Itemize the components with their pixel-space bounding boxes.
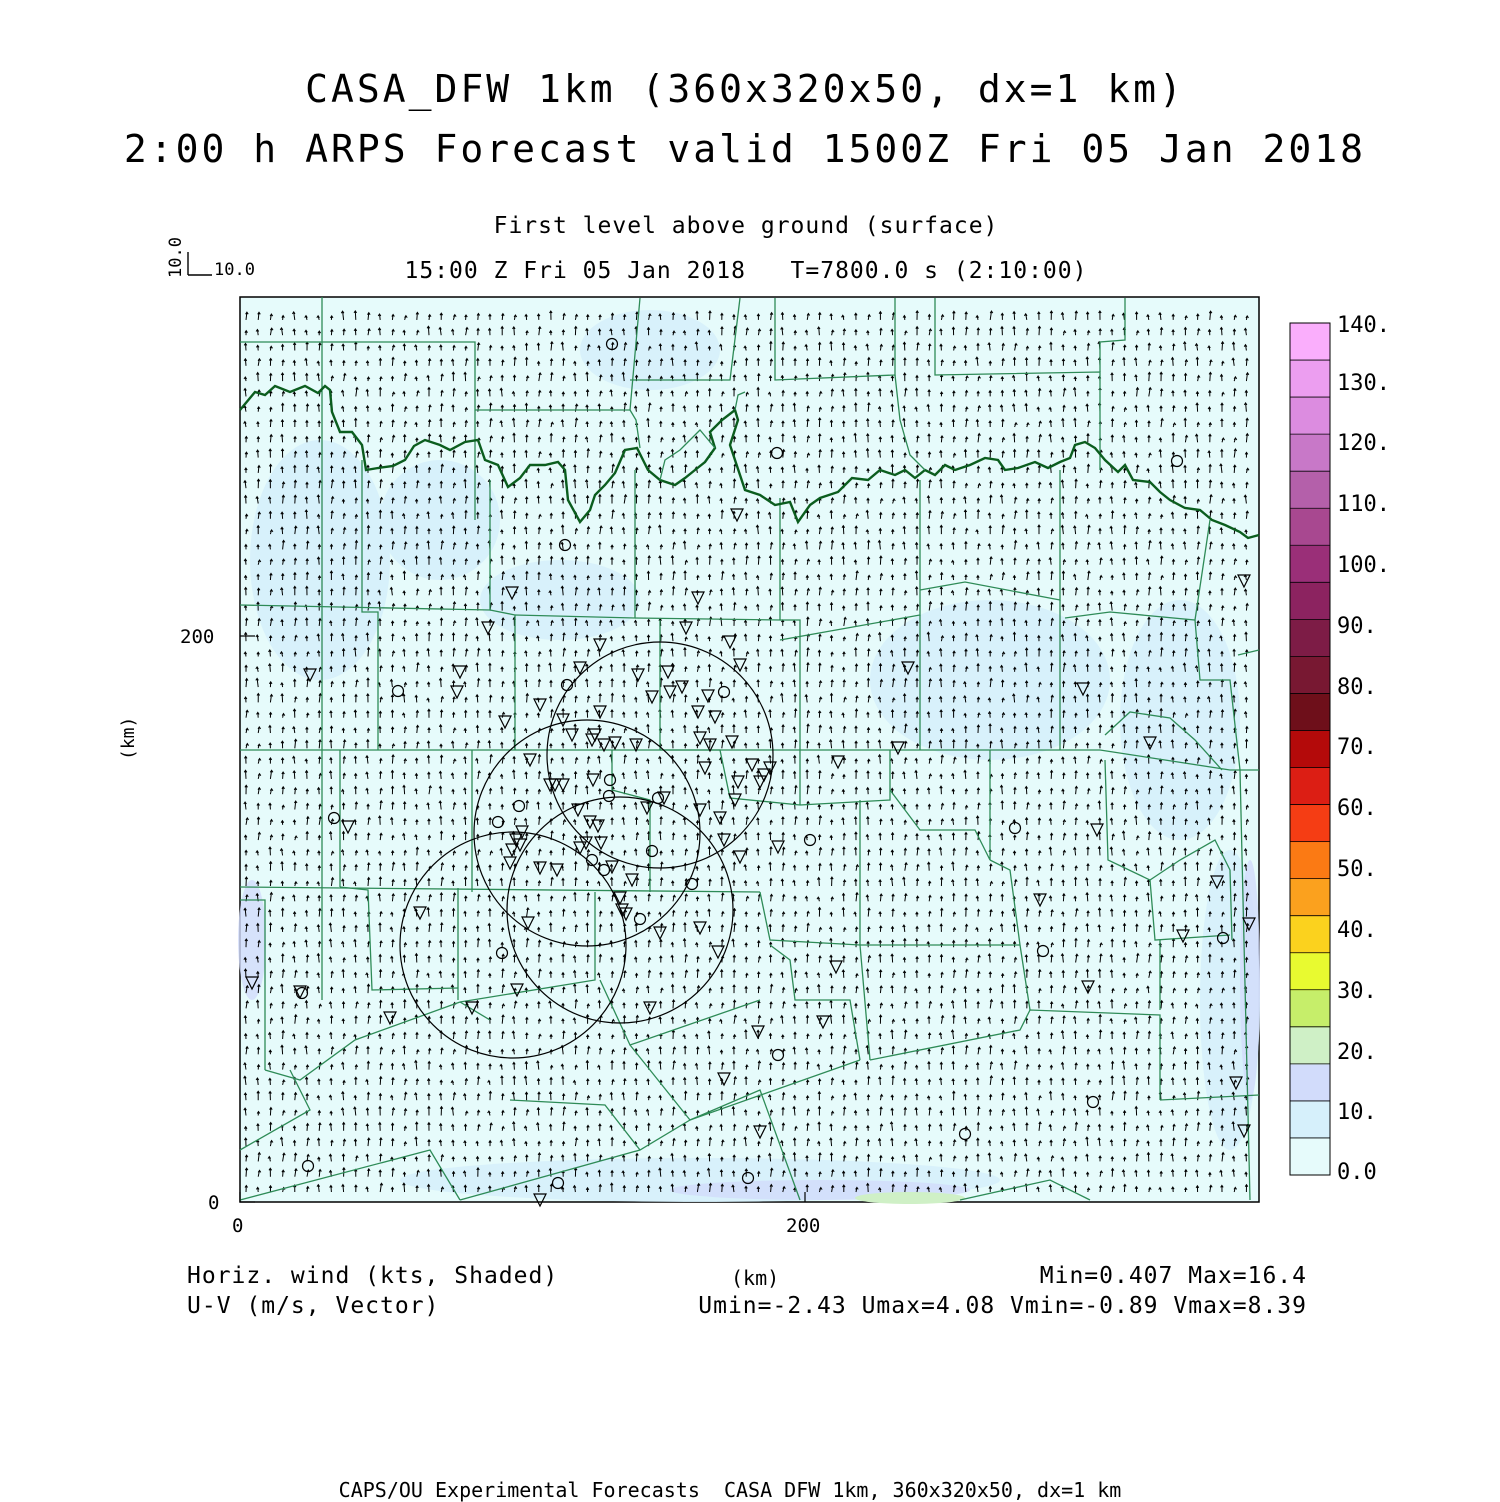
colorbar-swatch bbox=[1290, 768, 1330, 806]
colorbar-swatch bbox=[1290, 582, 1330, 620]
colorbar-swatch bbox=[1290, 730, 1330, 768]
colorbar-swatch bbox=[1290, 619, 1330, 657]
colorbar-swatch bbox=[1290, 842, 1330, 880]
colorbar-swatch bbox=[1290, 693, 1330, 731]
wind-speed-shading-20 bbox=[855, 1192, 965, 1204]
colorbar-swatch bbox=[1290, 397, 1330, 435]
colorbar-swatch bbox=[1290, 434, 1330, 472]
colorbar-swatch bbox=[1290, 656, 1330, 694]
colorbar-swatch bbox=[1290, 1138, 1330, 1176]
colorbar-swatch bbox=[1290, 1064, 1330, 1102]
colorbar-swatch bbox=[1290, 879, 1330, 917]
colorbar-swatch bbox=[1290, 323, 1330, 361]
colorbar-swatch bbox=[1290, 545, 1330, 583]
colorbar-swatch bbox=[1290, 471, 1330, 509]
colorbar-swatch bbox=[1290, 1101, 1330, 1139]
colorbar-swatch bbox=[1290, 360, 1330, 398]
colorbar-swatch bbox=[1290, 805, 1330, 843]
colorbar bbox=[1290, 323, 1330, 1176]
colorbar-swatch bbox=[1290, 508, 1330, 546]
colorbar-swatch bbox=[1290, 916, 1330, 954]
colorbar-swatch bbox=[1290, 990, 1330, 1028]
colorbar-swatch bbox=[1290, 953, 1330, 991]
colorbar-swatch bbox=[1290, 1027, 1330, 1065]
